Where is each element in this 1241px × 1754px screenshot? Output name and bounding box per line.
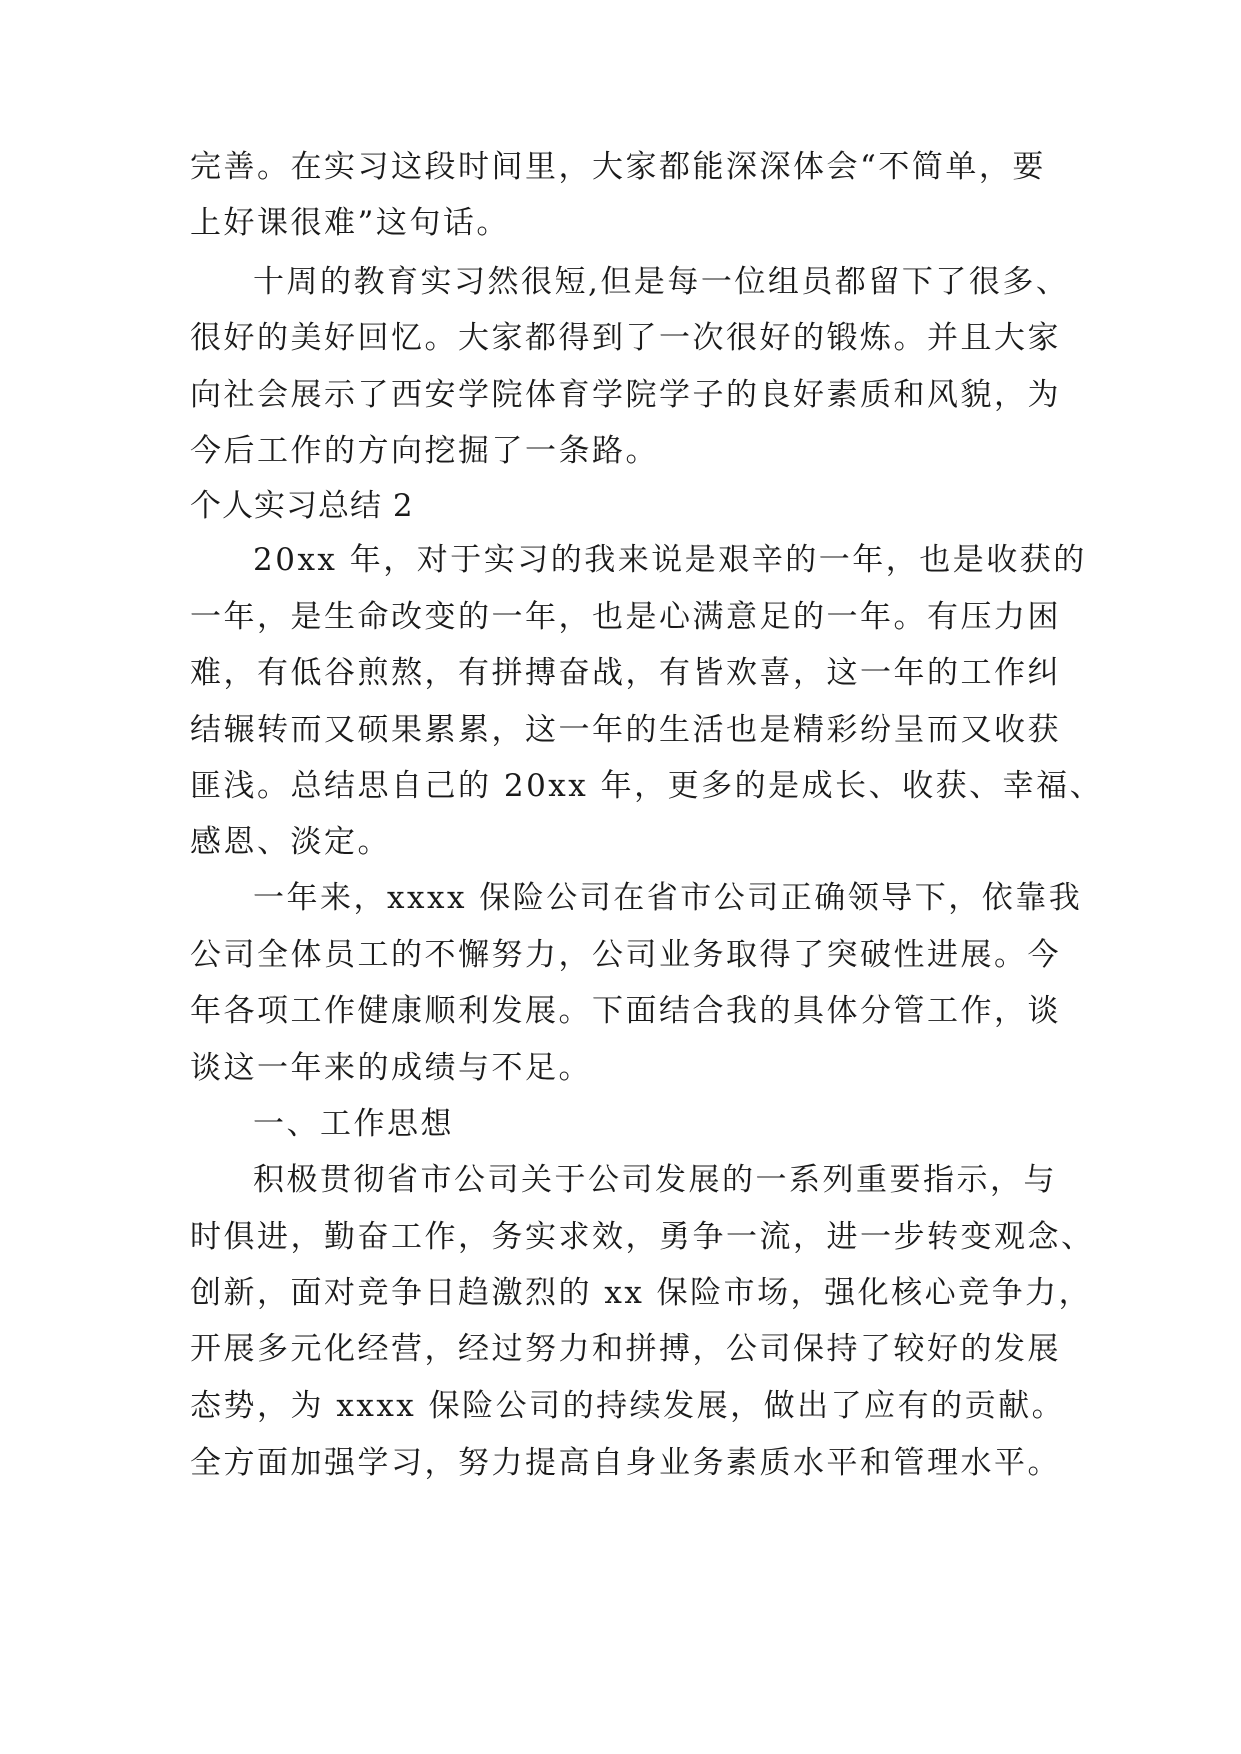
paragraph-start-line: 积极贯彻省市公司关于公司发展的一系列重要指示，与	[253, 1162, 1057, 1198]
text-line: 很好的美好回忆。大家都得到了一次很好的锻炼。并且大家	[190, 320, 1061, 356]
text-line: 年各项工作健康顺利发展。下面结合我的具体分管工作，谈	[190, 993, 1061, 1029]
text-line: 一年，是生命改变的一年，也是心满意足的一年。有压力困	[190, 599, 1061, 635]
text-line: 上好课很难”这句话。	[190, 205, 510, 241]
text-line: 态势，为 xxxx 保险公司的持续发展，做出了应有的贡献。	[190, 1388, 1066, 1424]
text-line: 公司全体员工的不懈努力，公司业务取得了突破性进展。今	[190, 937, 1061, 973]
text-line: 结辗转而又硕果累累，这一年的生活也是精彩纷呈而又收获	[190, 712, 1061, 748]
text-line: 创新，面对竞争日趋激烈的 xx 保险市场，强化核心竞争力，	[190, 1275, 1093, 1311]
text-line: 谈这一年来的成绩与不足。	[190, 1050, 592, 1086]
section-heading: 个人实习总结 2	[190, 488, 414, 524]
text-line: 完善。在实习这段时间里，大家都能深深体会“不简单，要	[190, 149, 1046, 185]
text-line: 全方面加强学习，努力提高自身业务素质水平和管理水平。	[190, 1445, 1061, 1481]
paragraph-start-line: 一年来，xxxx 保险公司在省市公司正确领导下，依靠我	[253, 880, 1083, 916]
text-line: 时俱进，勤奋工作，务实求效，勇争一流，进一步转变观念、	[190, 1219, 1095, 1255]
paragraph-start-line: 20xx 年，对于实习的我来说是艰辛的一年，也是收获的	[253, 542, 1087, 578]
paragraph-start-line: 十周的教育实习然很短,但是每一位组员都留下了很多、	[253, 264, 1070, 300]
text-line: 难，有低谷煎熬，有拼搏奋战，有皆欢喜，这一年的工作纠	[190, 655, 1061, 691]
text-line: 匪浅。总结思自己的 20xx 年，更多的是成长、收获、幸福、	[190, 768, 1104, 804]
text-line: 向社会展示了西安学院体育学院学子的良好素质和风貌，为	[190, 377, 1061, 413]
subsection-heading: 一、工作思想	[253, 1106, 454, 1142]
text-line: 开展多元化经营，经过努力和拼搏，公司保持了较好的发展	[190, 1331, 1061, 1367]
text-line: 感恩、淡定。	[190, 824, 391, 860]
text-line: 今后工作的方向挖掘了一条路。	[190, 433, 659, 469]
